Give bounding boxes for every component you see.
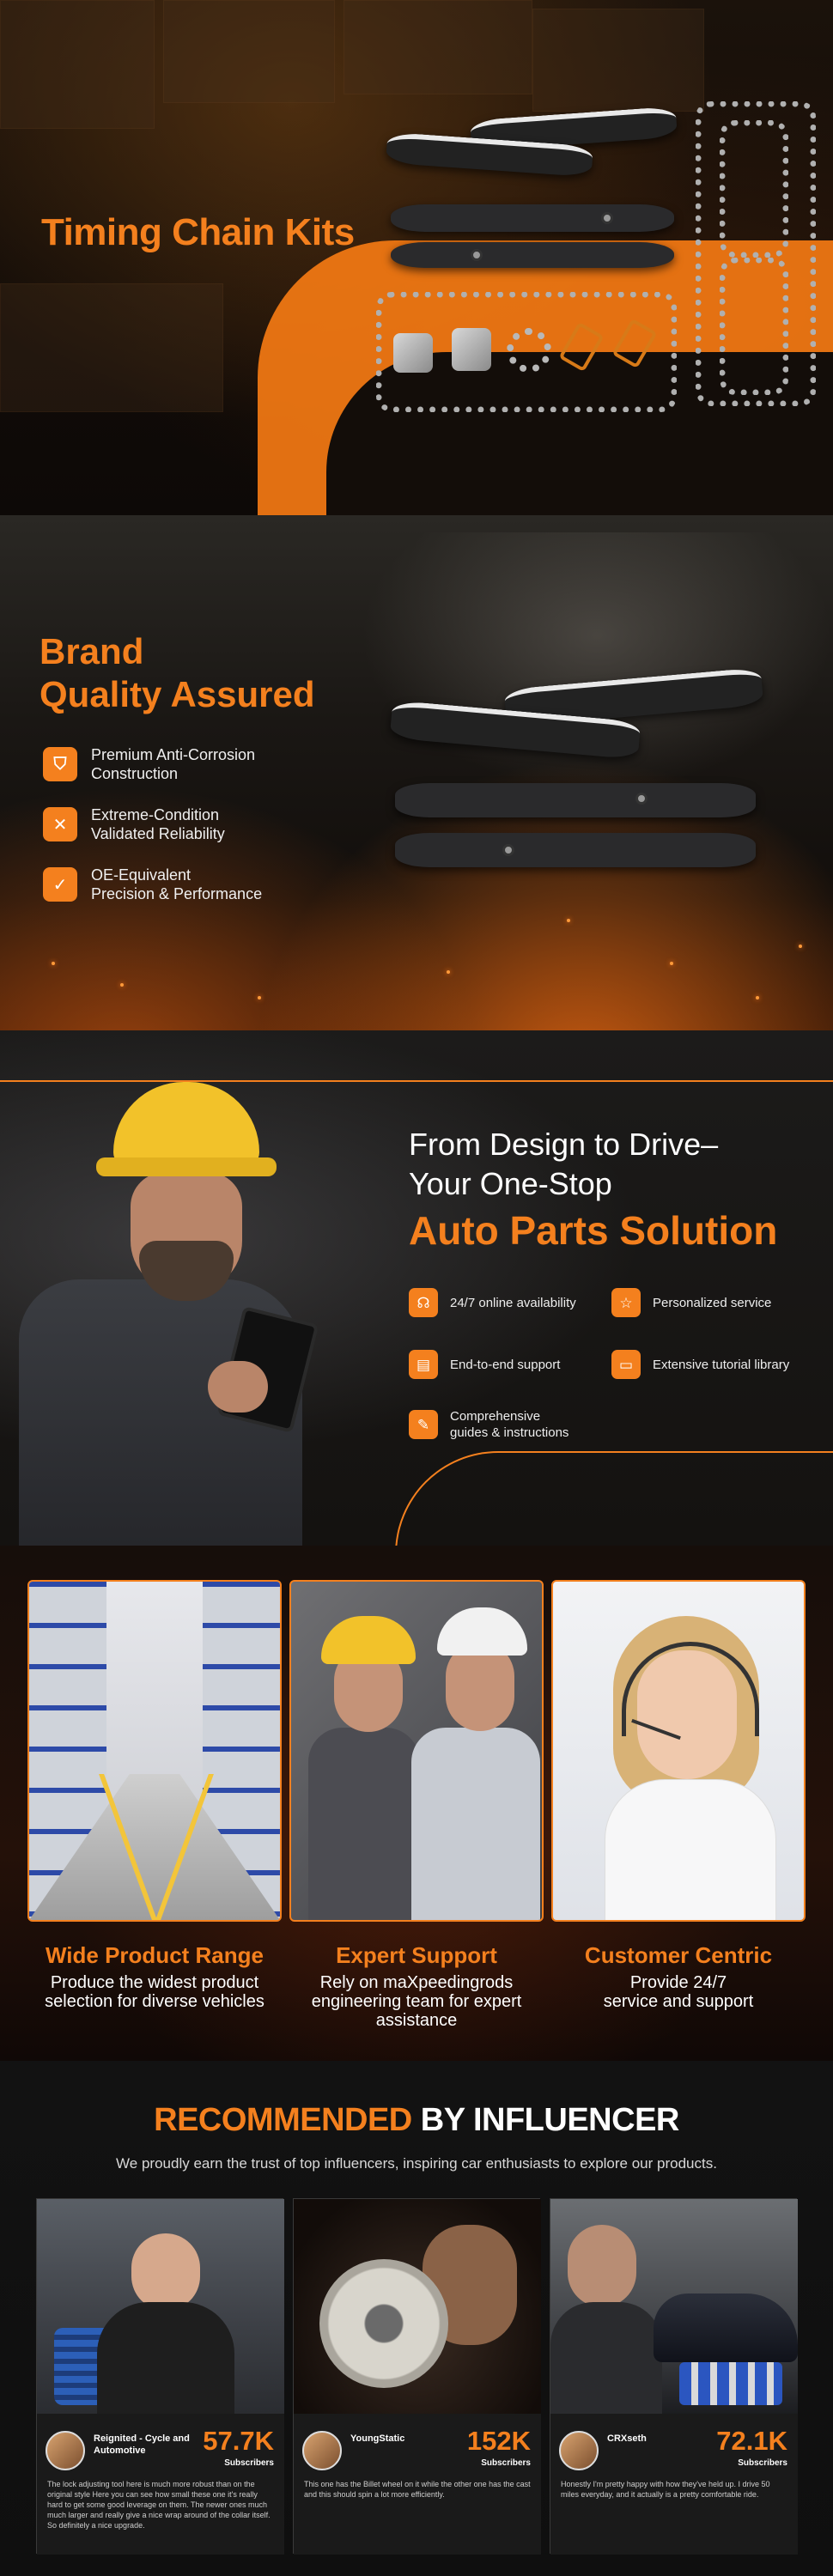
subscriber-label: Subscribers	[224, 2458, 274, 2468]
spark-decoration	[52, 962, 55, 965]
influencer-video-thumbnail[interactable]	[37, 2199, 284, 2414]
pillar-desc-line: service and support	[603, 1992, 754, 2011]
support-agent-shirt	[605, 1779, 776, 1922]
rail-bolt	[502, 844, 514, 856]
feature-label: Validated Reliability	[91, 825, 225, 842]
chain-tensioner-rail	[391, 204, 674, 232]
avatar	[559, 2431, 599, 2470]
presenter-head	[568, 2225, 636, 2307]
service-label: guides & instructions	[450, 1425, 569, 1440]
feature-label: Extreme-Condition	[91, 806, 220, 823]
background-photo-tile	[532, 9, 704, 112]
feature-label: Premium Anti-Corrosion	[91, 746, 256, 763]
pillar-desc-line: Produce the widest product	[50, 1973, 259, 1992]
influencer-section	[0, 2061, 833, 2576]
page-title: Timing Chain Kits	[41, 211, 355, 253]
service-label: Comprehensive	[450, 1409, 541, 1424]
shield-icon: ⛉	[43, 747, 77, 781]
timing-chain-loop	[720, 120, 788, 258]
influencer-name: YoungStatic	[350, 2433, 405, 2444]
heading-highlight: RECOMMENDED	[154, 2102, 412, 2138]
rail-bolt	[471, 249, 483, 261]
pillar-title: Customer Centric	[584, 1942, 773, 1968]
document-icon: ▤	[409, 1350, 438, 1379]
rail-bolt	[635, 793, 648, 805]
orange-arc-line	[395, 1451, 833, 1546]
star-icon: ☆	[611, 1288, 641, 1317]
quality-title-line2: Quality Assured	[40, 674, 315, 714]
background-photo-tile	[0, 0, 155, 129]
service-label: 24/7 online availability	[450, 1295, 576, 1310]
feature-label: Precision & Performance	[91, 885, 263, 902]
engineer-coat	[411, 1728, 540, 1922]
pillar-description	[283, 1973, 550, 2030]
spark-decoration	[567, 919, 570, 922]
service-item	[611, 1288, 771, 1317]
avatar	[46, 2431, 85, 2470]
hard-hat	[437, 1607, 527, 1656]
presenter-shirt	[97, 2302, 234, 2414]
solution-heading-line2: Your One-Stop	[409, 1166, 612, 1201]
influencer-quote: Honestly I'm pretty happy with how they've held up. I drive 50 miles everyday, and it actually is a pretty comfortable ride.	[561, 2480, 770, 2499]
service-label: End-to-end support	[450, 1357, 561, 1372]
subscriber-label: Subscribers	[738, 2458, 787, 2468]
wrench-icon: ✕	[43, 807, 77, 841]
quality-feature	[43, 866, 297, 903]
influencer-name: CRXseth	[607, 2433, 647, 2444]
background-photo-tile	[163, 0, 335, 103]
pillar-description	[545, 1973, 812, 2011]
subscriber-count: 72.1K	[716, 2426, 787, 2456]
quality-title	[40, 630, 315, 716]
hard-hat-brim	[96, 1157, 277, 1176]
turbocharger-part	[319, 2259, 448, 2388]
quality-feature	[43, 745, 297, 783]
spark-decoration	[670, 962, 673, 965]
coilover-springs	[679, 2362, 782, 2405]
pillar-desc-line: Rely on maXpeedingrods	[319, 1973, 514, 1992]
avatar	[302, 2431, 342, 2470]
pillar-title: Wide Product Range	[45, 1942, 264, 1968]
influencer-quote: This one has the Billet wheel on it while the other one has the cast and this should spin a lot more efficiently.	[304, 2480, 531, 2499]
solution-section	[0, 1030, 833, 1546]
solution-heading-line1: From Design to Drive–	[409, 1127, 719, 1162]
video-library-icon: ▭	[611, 1350, 641, 1379]
rail-bolt	[601, 212, 613, 224]
quality-section	[0, 515, 833, 1030]
spark-decoration	[799, 945, 802, 948]
feature-label: OE-Equivalent	[91, 866, 192, 884]
pillars-section	[0, 1546, 833, 2061]
customer-support-photo-card	[551, 1580, 806, 1922]
influencer-card[interactable]	[293, 2198, 540, 2554]
service-item	[611, 1350, 789, 1379]
service-label: Personalized service	[653, 1295, 772, 1310]
chain-tensioner-part	[452, 328, 491, 371]
engineer-coat	[308, 1728, 420, 1922]
subscriber-label: Subscribers	[481, 2458, 531, 2468]
engineers-photo-card	[289, 1580, 544, 1922]
spark-decoration	[756, 996, 759, 999]
pillar-desc-line: engineering team for expert	[311, 1992, 522, 2011]
pillar-desc-line: selection for diverse vehicles	[45, 1992, 264, 2011]
spark-decoration	[258, 996, 261, 999]
timing-chain-loop	[720, 258, 788, 395]
pillar-desc-line: Provide 24/7	[629, 1973, 727, 1992]
headset-icon: ☊	[409, 1288, 438, 1317]
influencer-card[interactable]	[36, 2198, 283, 2554]
pillar-title: Expert Support	[336, 1942, 497, 1968]
influencer-card[interactable]	[550, 2198, 797, 2554]
heading-rest: BY INFLUENCER	[411, 2102, 679, 2138]
influencer-quote: The lock adjusting tool here is much more robust than on the original style Here you can see how small these one it's really hard to get some good leverage on them. The newer ones much much larger and really give a nice wrap around of the collar itself. So definitely a nice upgrade.	[47, 2480, 271, 2530]
influencer-name: Reignited - Cycle and Automotive	[94, 2433, 190, 2456]
spark-decoration	[447, 970, 450, 974]
badge-check-icon: ✓	[43, 867, 77, 902]
subscriber-count: 152K	[466, 2426, 531, 2456]
quality-title-line1: Brand	[40, 631, 144, 671]
presenter-head	[131, 2233, 200, 2311]
chain-tensioner-rail	[395, 783, 756, 817]
service-item	[409, 1288, 576, 1317]
pillar-desc-line: assistance	[375, 2011, 458, 2030]
background-photo-tile	[344, 0, 532, 94]
service-item	[409, 1408, 569, 1441]
chain-tensioner-rail	[395, 833, 756, 867]
background-photo-tile	[0, 283, 223, 412]
spark-decoration	[120, 983, 124, 987]
service-label: Extensive tutorial library	[653, 1357, 790, 1372]
influencer-heading	[0, 2102, 833, 2139]
chain-tensioner-rail	[391, 242, 674, 268]
chain-tensioner-part	[393, 333, 433, 373]
influencer-subtitle: We proudly earn the trust of top influencers, inspiring car enthusiasts to explore our products.	[116, 2155, 717, 2172]
influencer-video-thumbnail[interactable]	[550, 2199, 798, 2414]
sprocket-gear	[507, 328, 551, 373]
presenter-shirt	[550, 2302, 662, 2414]
feature-label: Construction	[91, 765, 179, 782]
worker-with-tablet-photo	[10, 1056, 319, 1546]
quality-feature	[43, 805, 297, 843]
hard-hat	[113, 1082, 259, 1168]
hard-hat	[321, 1616, 416, 1664]
car-body	[654, 2293, 798, 2362]
service-item	[409, 1350, 560, 1379]
pillar-description	[21, 1973, 288, 2011]
hero-section	[0, 0, 833, 515]
subscriber-count: 57.7K	[203, 2426, 274, 2456]
influencer-video-thumbnail[interactable]	[294, 2199, 541, 2414]
guide-icon: ✎	[409, 1410, 438, 1439]
warehouse-photo-card	[27, 1580, 282, 1922]
solution-heading	[409, 1125, 718, 1204]
solution-highlight-heading: Auto Parts Solution	[409, 1208, 778, 1253]
worker-hand	[208, 1361, 268, 1413]
